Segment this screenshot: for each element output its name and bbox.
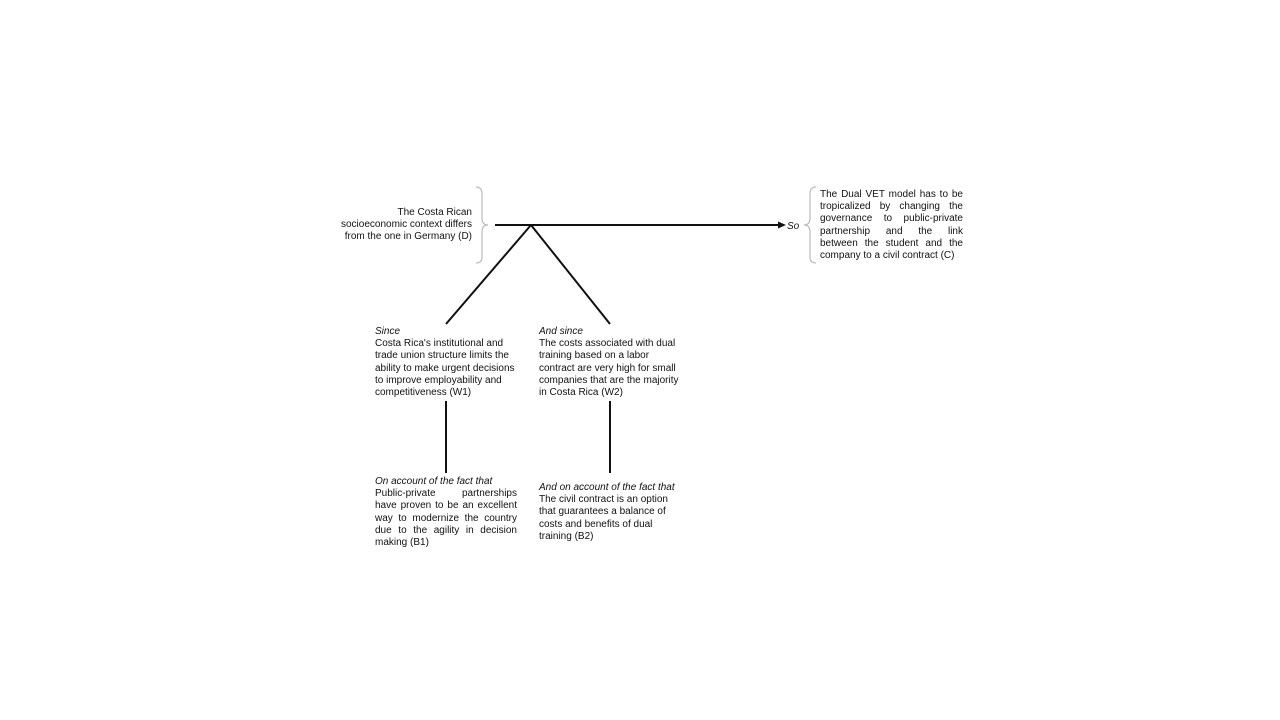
backing-2-text: The civil contract is an option that guarantees a balance of costs and benefits of dual training (B2) [539,494,668,542]
backing-1-text: Public-private partnerships have proven to be an excellent way to modernize the country due to the agility in decision making (B1) [375,488,517,549]
arrow-head [778,222,786,229]
warrant-2-text: The costs associated with dual training based on a labor contract are very high for small companies that are the majority in Costa Rica (W2) [539,338,679,399]
warrant-2-lead: And since [539,326,583,337]
warrant-2 [539,326,681,399]
data-brace [476,187,488,263]
backing-1-lead: On account of the fact that [375,476,493,487]
claim-text-body: The Dual VET model has to be tropicalized by changing the governance to public-private partnership and the link between the student and the company to a civil contract (C) [820,189,963,262]
backing-2 [539,482,681,543]
data-text-body: The Costa Rican socioeconomic context differs from the one in Germany (D) [341,207,472,243]
so-label: So [787,221,800,232]
data-text [330,207,472,244]
warrant-2-line [531,225,610,324]
claim-brace [804,187,816,263]
backing-2-lead: And on account of the fact that [539,482,675,493]
warrant-1-text: Costa Rica's institutional and trade union structure limits the ability to make urgent decisions to improve employability and competitiveness (W1) [375,338,515,399]
claim-text [820,189,963,262]
warrant-1-lead: Since [375,326,401,337]
warrant-1 [375,326,517,399]
backing-1 [375,476,517,549]
